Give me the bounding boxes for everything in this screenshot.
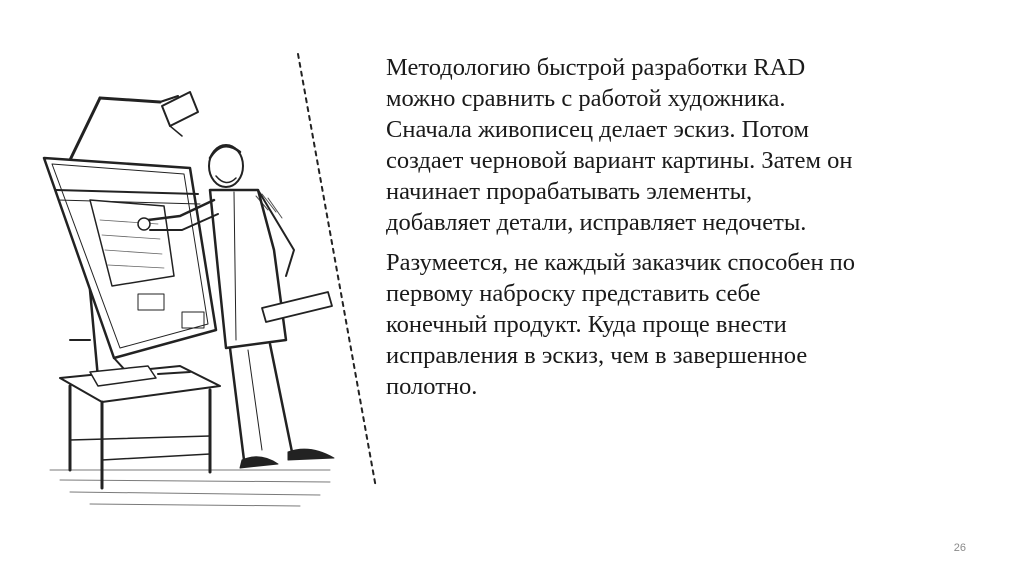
paragraph-line: можно сравнить с работой художника. <box>386 85 786 112</box>
paragraph-line: полотно. <box>386 373 478 400</box>
paragraph-line: начинает прорабатывать элементы, <box>386 178 753 205</box>
paragraph-line: конечный продукт. Куда проще внести <box>386 311 787 338</box>
page-number: 26 <box>953 542 966 554</box>
paragraph-1 <box>386 52 976 238</box>
paragraph-2 <box>386 247 976 402</box>
paragraph-line: создает черновой вариант картины. Затем он <box>386 147 853 174</box>
paragraph-line: первому наброску представить себе <box>386 280 761 307</box>
draftsman-illustration-icon <box>30 40 390 520</box>
paragraph-line: добавляет детали, исправляет недочеты. <box>386 209 807 236</box>
paragraph-line: Методологию быстрой разработки RAD <box>386 54 806 81</box>
paragraph-line: Сначала живописец делает эскиз. Потом <box>386 116 809 143</box>
paragraph-line: исправления в эскиз, чем в завершенное <box>386 342 808 369</box>
paragraph-line: Разумеется, не каждый заказчик способен по <box>386 249 856 276</box>
slide-text <box>386 52 976 411</box>
